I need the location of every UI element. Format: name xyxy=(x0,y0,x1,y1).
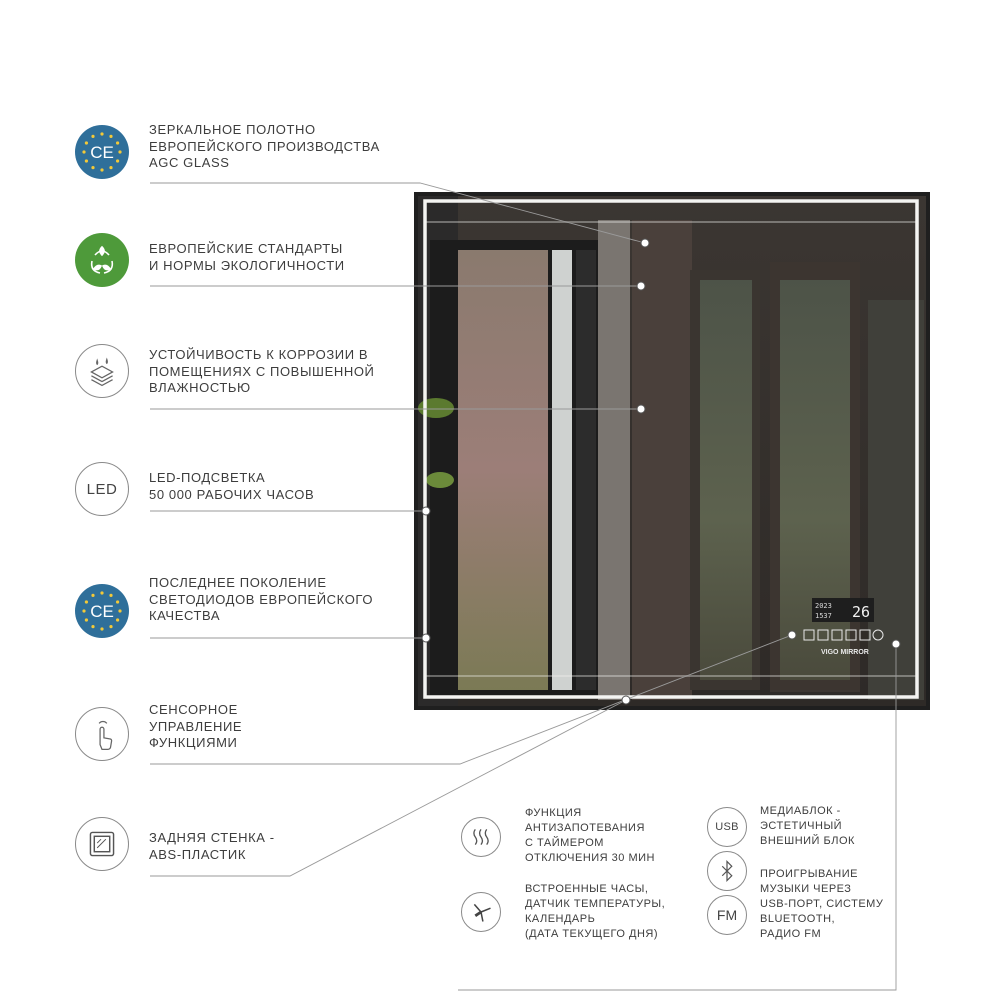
svg-text:2023: 2023 xyxy=(815,602,832,610)
brand-label: VIGO MIRROR xyxy=(821,649,869,656)
feature-text-back: ЗАДНЯЯ СТЕНКА - ABS-ПЛАСТИК xyxy=(149,830,275,862)
layers-drops-icon xyxy=(75,344,129,398)
extra-text-antifog: ФУНКЦИЯ АНТИЗАПОТЕВАНИЯ С ТАЙМЕРОМ ОТКЛЮЧЕНИЯ 30 МИН xyxy=(525,807,655,864)
touch-hand-icon xyxy=(75,707,129,761)
usb-icon: USB xyxy=(707,807,747,847)
feature-text-diodes: ПОСЛЕДНЕЕ ПОКОЛЕНИЕ СВЕТОДИОДОВ ЕВРОПЕЙСКОГО КАЧЕСТВА xyxy=(149,575,374,623)
heat-waves-icon xyxy=(461,817,501,857)
display-temperature: 26 xyxy=(852,603,871,621)
feature-text-eco: ЕВРОПЕЙСКИЕ СТАНДАРТЫ И НОРМЫ ЭКОЛОГИЧНОСТИ xyxy=(149,241,345,273)
ce-eu-stars-icon xyxy=(75,584,129,638)
ce-eu-stars-icon xyxy=(75,125,129,179)
feature-text-corrosion: УСТОЙЧИВОСТЬ К КОРРОЗИИ В ПОМЕЩЕНИЯХ С ПОВЫШЕННОЙ ВЛАЖНОСТЬЮ xyxy=(149,347,375,395)
svg-text:CE: CE xyxy=(90,143,114,162)
clock-hands-icon xyxy=(461,892,501,932)
feature-text-led: LED-ПОДСВЕТКА 50 000 РАБОЧИХ ЧАСОВ xyxy=(149,470,315,502)
svg-text:CE: CE xyxy=(90,602,114,621)
extra-text-music: ПРОИГРЫВАНИЕ МУЗЫКИ ЧЕРЕЗ USB-ПОРТ, СИСТЕМУ BLUETOOTH, РАДИО FM xyxy=(760,868,884,940)
back-panel-icon xyxy=(75,817,129,871)
led-icon: LED xyxy=(75,462,129,516)
svg-text:1537: 1537 xyxy=(815,612,832,620)
fm-icon: FM xyxy=(707,895,747,935)
bluetooth-icon xyxy=(707,851,747,891)
feature-text-eu-glass: ЗЕРКАЛЬНОЕ ПОЛОТНО ЕВРОПЕЙСКОГО ПРОИЗВОДСТВА AGC GLASS xyxy=(149,122,380,170)
eco-leaf-recycle-icon xyxy=(75,233,129,287)
window-reflection-left xyxy=(458,250,548,690)
extra-text-media: МЕДИАБЛОК - ЭСТЕТИЧНЫЙ ВНЕШНИЙ БЛОК xyxy=(760,805,855,847)
extra-text-clock: ВСТРОЕННЫЕ ЧАСЫ, ДАТЧИК ТЕМПЕРАТУРЫ, КАЛЕНДАРЬ (ДАТА ТЕКУЩЕГО ДНЯ) xyxy=(525,883,666,940)
feature-text-touch: СЕНСОРНОЕ УПРАВЛЕНИЕ ФУНКЦИЯМИ xyxy=(149,702,243,750)
